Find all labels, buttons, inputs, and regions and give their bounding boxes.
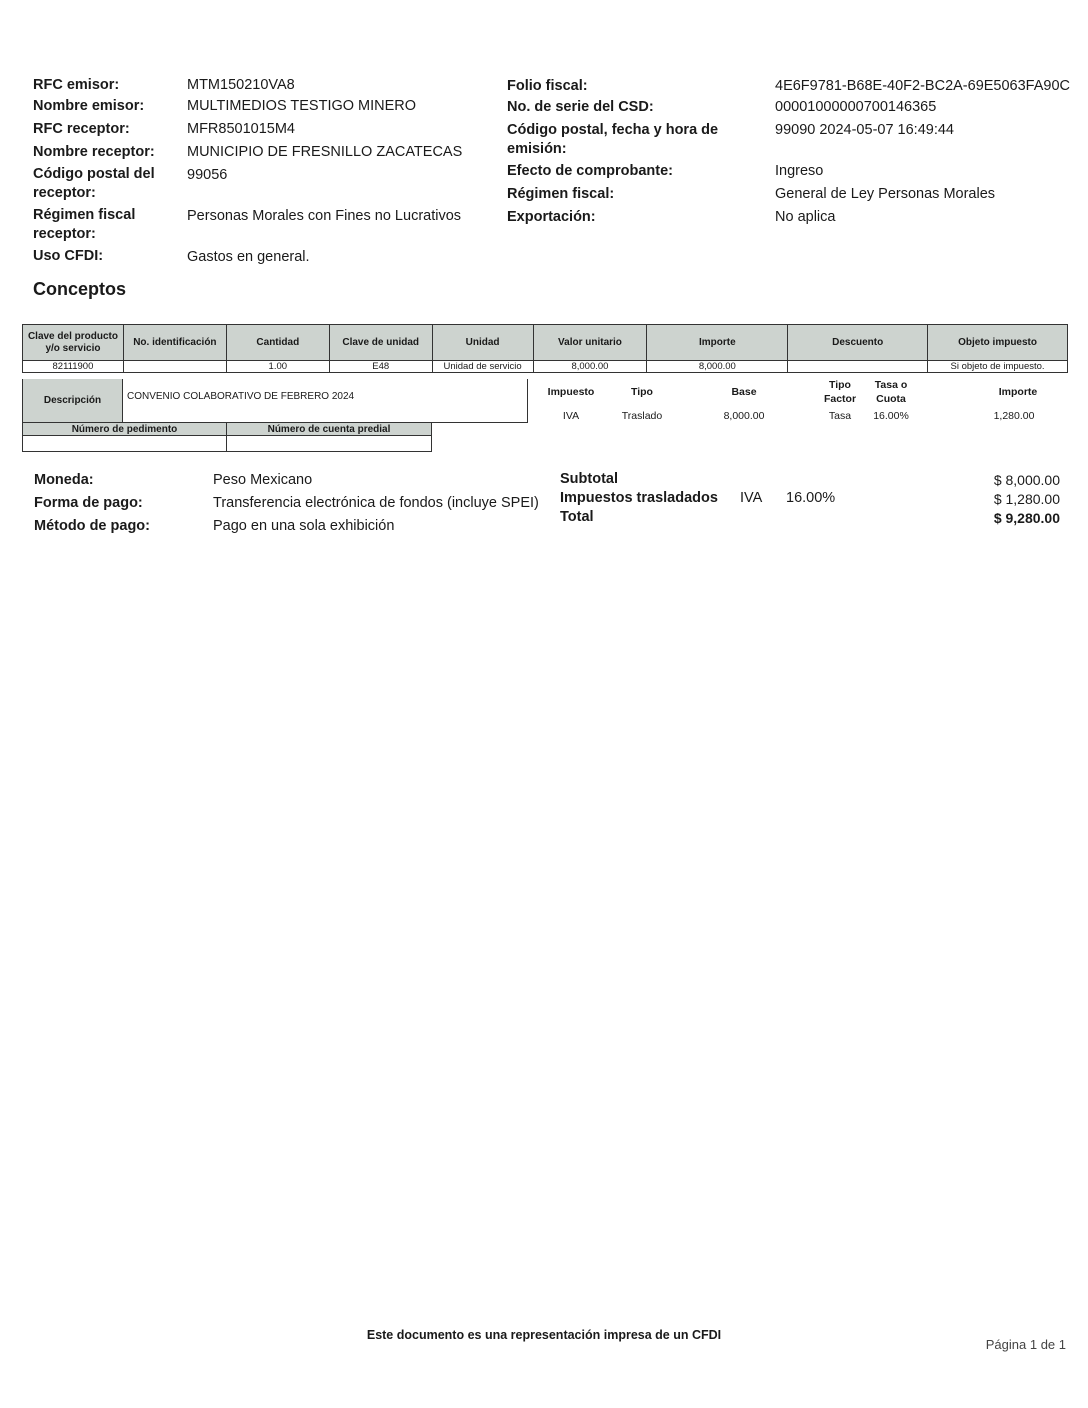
tax-head-tipo-factor-2: Factor — [823, 393, 857, 405]
serie-csd-label: No. de serie del CSD: — [507, 99, 654, 115]
tax-tasa: 16.00% — [873, 410, 909, 422]
fecha-emision-value: 99090 2024-05-07 16:49:44 — [775, 122, 954, 138]
regimen-receptor-value: Personas Morales con Fines no Lucrativos — [187, 208, 462, 224]
col-clave-unidad: Clave de unidad — [329, 325, 432, 361]
metodo-pago-label: Método de pago: — [34, 518, 150, 534]
uso-cfdi-value: Gastos en general. — [187, 249, 310, 265]
cell-clave-producto: 82111900 — [23, 361, 124, 373]
col-unidad: Unidad — [432, 325, 533, 361]
col-valor-unitario: Valor unitario — [533, 325, 647, 361]
col-descuento: Descuento — [788, 325, 928, 361]
impuesto-tasa: 16.00% — [786, 490, 836, 506]
tax-head-tasa — [860, 378, 922, 406]
cell-cantidad: 1.00 — [226, 361, 329, 373]
tax-head-tipo: Tipo — [631, 386, 653, 398]
cuenta-predial-cell — [227, 423, 431, 451]
subtotal-value: $ 8,000.00 — [993, 472, 1060, 488]
regimen-fiscal-value: General de Ley Personas Morales — [775, 186, 996, 202]
cell-descuento — [788, 361, 928, 373]
cell-importe: 8,000.00 — [647, 361, 788, 373]
col-no-identificacion: No. identificación — [123, 325, 226, 361]
tax-head-tasa-2: Cuota — [876, 393, 906, 405]
cell-valor-unitario: 8,000.00 — [533, 361, 647, 373]
tax-tipo-factor: Tasa — [828, 410, 852, 422]
page-number: Página 1 de 1 — [985, 1337, 1066, 1352]
pedimento-box — [22, 423, 432, 452]
rfc-emisor-value: MTM150210VA8 — [187, 77, 295, 93]
efecto-comprobante-label: Efecto de comprobante: — [507, 163, 673, 179]
nombre-receptor-value: MUNICIPIO DE FRESNILLO ZACATECAS — [187, 144, 463, 160]
tax-head-tasa-1: Tasa o — [874, 379, 908, 391]
uso-cfdi-label: Uso CFDI: — [33, 248, 104, 264]
descripcion-value: CONVENIO COLABORATIVO DE FEBRERO 2024 — [127, 391, 355, 402]
cuenta-predial-label: Número de cuenta predial — [227, 423, 431, 436]
col-clave-producto: Clave del producto y/o servicio — [23, 325, 124, 361]
exportacion-label: Exportación: — [507, 209, 596, 225]
tax-tipo: Traslado — [621, 410, 663, 422]
tax-head-base: Base — [731, 386, 757, 398]
cell-clave-unidad: E48 — [329, 361, 432, 373]
descripcion-label: Descripción — [23, 379, 123, 422]
efecto-comprobante-value: Ingreso — [775, 163, 824, 179]
cell-unidad: Unidad de servicio — [432, 361, 533, 373]
tax-head-impuesto: Impuesto — [547, 386, 595, 398]
conceptos-table — [22, 324, 1068, 373]
rfc-emisor-label: RFC emisor: — [33, 77, 120, 93]
impuestos-trasladados-label: Impuestos trasladados — [560, 490, 718, 506]
col-importe: Importe — [647, 325, 788, 361]
regimen-fiscal-label: Régimen fiscal: — [507, 186, 615, 202]
cell-objeto-impuesto: Si objeto de impuesto. — [928, 361, 1068, 373]
nombre-receptor-label: Nombre receptor: — [33, 144, 155, 160]
pedimento-cell — [23, 423, 227, 451]
cp-receptor-label: Código postal del receptor: — [33, 166, 155, 201]
total-value: $ 9,280.00 — [993, 510, 1060, 526]
conceptos-title: Conceptos — [33, 279, 127, 299]
tax-importe: 1,280.00 — [993, 410, 1035, 422]
nombre-emisor-value: MULTIMEDIOS TESTIGO MINERO — [187, 98, 417, 114]
forma-pago-value: Transferencia electrónica de fondos (incluye SPEI) — [213, 495, 539, 511]
fecha-emision-label: Código postal, fecha y hora de emisión: — [507, 122, 719, 157]
conceptos-header-row — [23, 325, 1068, 361]
impuestos-value: $ 1,280.00 — [993, 491, 1060, 507]
col-cantidad: Cantidad — [226, 325, 329, 361]
regimen-receptor-label: Régimen fiscal receptor: — [33, 207, 136, 242]
descripcion-box — [22, 379, 528, 423]
col-objeto-impuesto: Objeto impuesto — [928, 325, 1068, 361]
nombre-emisor-label: Nombre emisor: — [33, 98, 145, 114]
tax-base: 8,000.00 — [723, 410, 765, 422]
impuesto-tipo: IVA — [740, 490, 763, 506]
total-label: Total — [560, 509, 594, 525]
pedimento-label: Número de pedimento — [23, 423, 226, 436]
rfc-receptor-value: MFR8501015M4 — [187, 121, 295, 137]
tax-head-tipo-factor-1: Tipo — [829, 379, 851, 391]
folio-fiscal-value: 4E6F9781-B68E-40F2-BC2A-69E5063FA90C — [775, 78, 1071, 94]
exportacion-value: No aplica — [775, 209, 836, 225]
cp-receptor-value: 99056 — [187, 167, 228, 183]
folio-fiscal-label: Folio fiscal: — [507, 78, 588, 94]
moneda-label: Moneda: — [34, 472, 94, 488]
footer-text: Este documento es una representación impresa de un CFDI — [366, 1328, 722, 1342]
forma-pago-label: Forma de pago: — [34, 495, 143, 511]
serie-csd-value: 00001000000700146365 — [775, 99, 937, 115]
rfc-receptor-label: RFC receptor: — [33, 121, 130, 137]
table-row — [23, 361, 1068, 373]
subtotal-label: Subtotal — [560, 471, 618, 487]
cell-no-identificacion — [123, 361, 226, 373]
tax-impuesto: IVA — [562, 410, 580, 422]
moneda-value: Peso Mexicano — [213, 472, 313, 488]
tax-head-importe: Importe — [998, 386, 1038, 398]
metodo-pago-value: Pago en una sola exhibición — [213, 518, 395, 534]
